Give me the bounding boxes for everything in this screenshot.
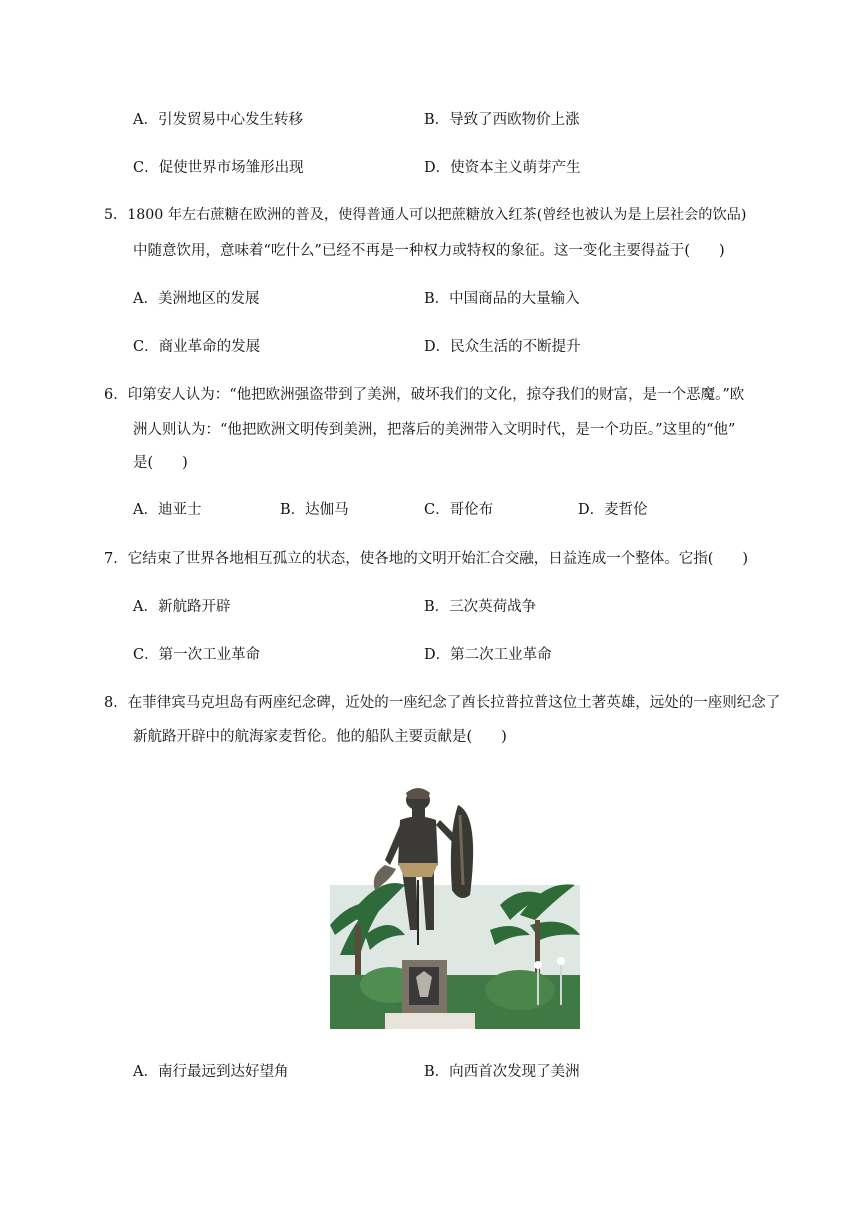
option-c: C．促使世界市场雏形出现 [133, 160, 304, 176]
q8-stem-line1: 8．在菲律宾马克坦岛有两座纪念碑，近处的一座纪念了酋长拉普拉普这位土著英雄，远处的一座则纪念了 [104, 695, 781, 711]
option-a: A．引发贸易中心发生转移 [133, 112, 303, 128]
lapulapu-monument-photo [330, 785, 580, 1029]
q5-option-a: A．美洲地区的发展 [133, 291, 260, 307]
q8-option-a: A．南行最远到达好望角 [133, 1064, 289, 1080]
q8-option-b: B．向西首次发现了美洲 [424, 1064, 580, 1080]
q7-option-b: B．三次英荷战争 [424, 599, 537, 615]
q6-option-b: B．达伽马 [280, 502, 349, 518]
q6-option-a: A．迪亚士 [133, 502, 202, 518]
q6-stem-line2: 洲人则认为：“他把欧洲文明传到美洲，把落后的美洲带入文明时代，是一个功臣。”这里的“他” [133, 422, 736, 438]
q7-option-a: A．新航路开辟 [133, 599, 231, 615]
q7-stem-line1: 7．它结束了世界各地相互孤立的状态，使各地的文明开始汇合交融，日益连成一个整体。它指( ) [104, 551, 749, 567]
option-d: D．使资本主义萌芽产生 [424, 160, 581, 176]
q5-stem-line2: 中随意饮用，意味着“吃什么”已经不再是一种权力或特权的象征。这一变化主要得益于( ) [133, 243, 725, 259]
q6-stem-line3: 是( ) [133, 455, 188, 471]
q5-option-d: D．民众生活的不断提升 [424, 339, 581, 355]
q5-option-b: B．中国商品的大量输入 [424, 291, 580, 307]
q5-option-c: C．商业革命的发展 [133, 339, 261, 355]
option-b: B．导致了西欧物价上涨 [424, 112, 580, 128]
q7-option-c: C．第一次工业革命 [133, 647, 261, 663]
q5-stem-line1: 5．1800 年左右蔗糖在欧洲的普及，使得普通人可以把蔗糖放入红茶(曾经也被认为是上层社会的饮品) [104, 207, 747, 223]
q7-option-d: D．第二次工业革命 [424, 647, 552, 663]
q6-option-d: D．麦哲伦 [578, 502, 648, 518]
q8-stem-line2: 新航路开辟中的航海家麦哲伦。他的船队主要贡献是( ) [133, 729, 507, 745]
q6-stem-line1: 6．印第安人认为：“他把欧洲强盗带到了美洲，破坏我们的文化，掠夺我们的财富，是一个恶魔。”欧 [104, 387, 745, 403]
q6-option-c: C．哥伦布 [424, 502, 494, 518]
